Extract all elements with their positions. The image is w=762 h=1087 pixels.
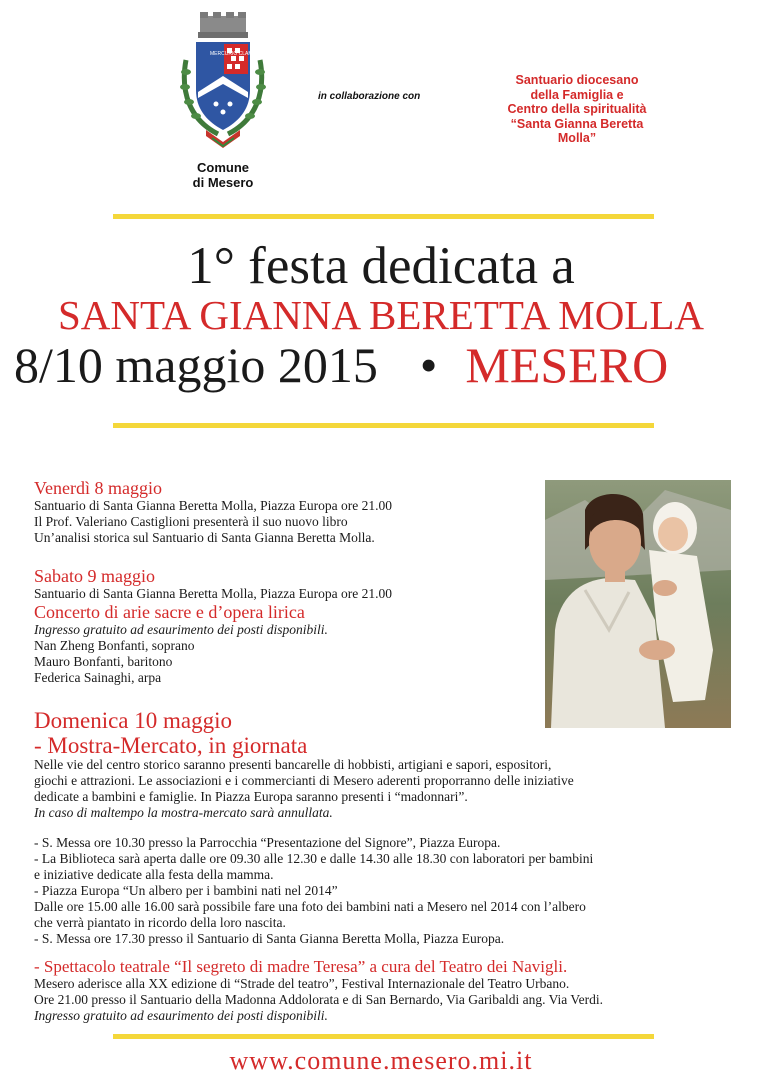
friday-line: Santuario di Santa Gianna Beretta Molla, Piazza Europa ore 21.00: [34, 498, 393, 513]
title-line-1: 1° festa dedicata a: [187, 237, 575, 295]
santuario-line: Santuario diocesano: [515, 73, 639, 87]
sunday-item: - Piazza Europa “Un albero per i bambini nati nel 2014”: [34, 883, 338, 898]
saturday-location: Santuario di Santa Gianna Beretta Molla, Piazza Europa ore 21.00: [34, 586, 393, 601]
sunday-line: dedicate a bambini e famiglie. In Piazza Europa saranno presenti i “madonnari”.: [34, 789, 468, 804]
performer: Federica Sainaghi, arpa: [34, 670, 162, 685]
performer: Mauro Bonfanti, baritono: [34, 654, 173, 669]
teatro-heading: - Spettacolo teatrale “Il segreto di madre Teresa” a cura del Teatro dei Navigli.: [34, 957, 568, 976]
title-city: MESERO: [465, 337, 669, 393]
santuario-line: della Famiglia e: [530, 87, 624, 102]
sunday-items: [34, 835, 593, 947]
teatro-line: Ore 21.00 presso il Santuario della Madonna Addolorata e di San Bernardo, Via Garibaldi ang. Via Verdi.: [34, 992, 603, 1007]
divider-bottom: [113, 1034, 654, 1039]
title-dates: 8/10 maggio 2015: [14, 337, 378, 393]
website-link[interactable]: www.comune.mesero.mi.it: [229, 1046, 533, 1075]
comune-line-2: di Mesero: [192, 175, 254, 190]
saint-photo: [545, 480, 731, 728]
santuario-line: Molla”: [557, 131, 597, 145]
teatro-section: [34, 957, 603, 1024]
divider-top: [113, 214, 654, 219]
title-bullet: •: [419, 337, 438, 393]
municipal-crest-icon: [176, 12, 280, 162]
sunday-description: [34, 757, 574, 821]
sunday-section: [34, 708, 307, 758]
weather-note: In caso di maltempo la mostra-mercato sarà annullata.: [34, 805, 333, 820]
teatro-line: Mesero aderisce alla XX edizione di “Strade del teatro”, Festival Internazionale del Teatro Urbano.: [34, 976, 570, 991]
saturday-section: [34, 566, 392, 686]
sunday-line: giochi e attrazioni. Le associazioni e i commercianti di Mesero aderenti proporranno delle iniziative: [34, 773, 574, 788]
sunday-item: - La Biblioteca sarà aperta dalle ore 09.30 alle 12.30 e dalle 14.30 alle 18.30 con laboratori per bambini: [34, 851, 594, 866]
title-dates-city: [14, 336, 668, 394]
saturday-heading: Sabato 9 maggio: [34, 566, 155, 586]
performer: Nan Zheng Bonfanti, soprano: [34, 638, 195, 653]
sunday-item: che verrà piantato in ricordo della loro nascita.: [34, 915, 286, 930]
saturday-entry: Ingresso gratuito ad esaurimento dei posti disponibili.: [34, 622, 328, 637]
sunday-subheading: - Mostra-Mercato, in giornata: [34, 733, 308, 758]
sunday-item: e iniziative dedicate alla festa della mamma.: [34, 867, 274, 882]
comune-line-1: Comune: [197, 160, 249, 175]
teatro-entry: Ingresso gratuito ad esaurimento dei posti disponibili.: [34, 1008, 328, 1023]
sunday-line: Nelle vie del centro storico saranno presenti bancarelle di hobbisti, artigiani e sapori, espositori,: [34, 757, 552, 772]
divider-middle: [113, 423, 654, 428]
collaboration-label: in collaborazione con: [318, 91, 421, 102]
sunday-item: Dalle ore 15.00 alle 16.00 sarà possibile fare una foto dei bambini nati a Mesero nel 2014 con l’albero: [34, 899, 586, 914]
title-saint-name: SANTA GIANNA BERETTA MOLLA: [57, 292, 704, 338]
sunday-heading: Domenica 10 maggio: [34, 708, 233, 733]
crest-motto: MERCURIO CLAMIUS PHOEB: [210, 51, 280, 57]
comune-label: [176, 160, 270, 190]
santuario-line: Centro della spiritualità: [507, 102, 647, 116]
friday-line: Il Prof. Valeriano Castiglioni presenterà il suo nuovo libro: [34, 514, 348, 529]
sunday-item: - S. Messa ore 10.30 presso la Parrocchia “Presentazione del Signore”, Piazza Europa.: [34, 835, 501, 850]
sunday-item: - S. Messa ore 17.30 presso il Santuario di Santa Gianna Beretta Molla, Piazza Europa.: [34, 931, 505, 946]
santuario-line: “Santa Gianna Beretta: [510, 116, 644, 131]
friday-heading: Venerdì 8 maggio: [34, 478, 162, 498]
friday-section: [34, 478, 392, 546]
saturday-concert: Concerto di arie sacre e d’opera lirica: [34, 602, 305, 622]
santuario-label: [466, 73, 688, 146]
friday-line: Un’analisi storica sul Santuario di Santa Gianna Beretta Molla.: [34, 530, 375, 545]
